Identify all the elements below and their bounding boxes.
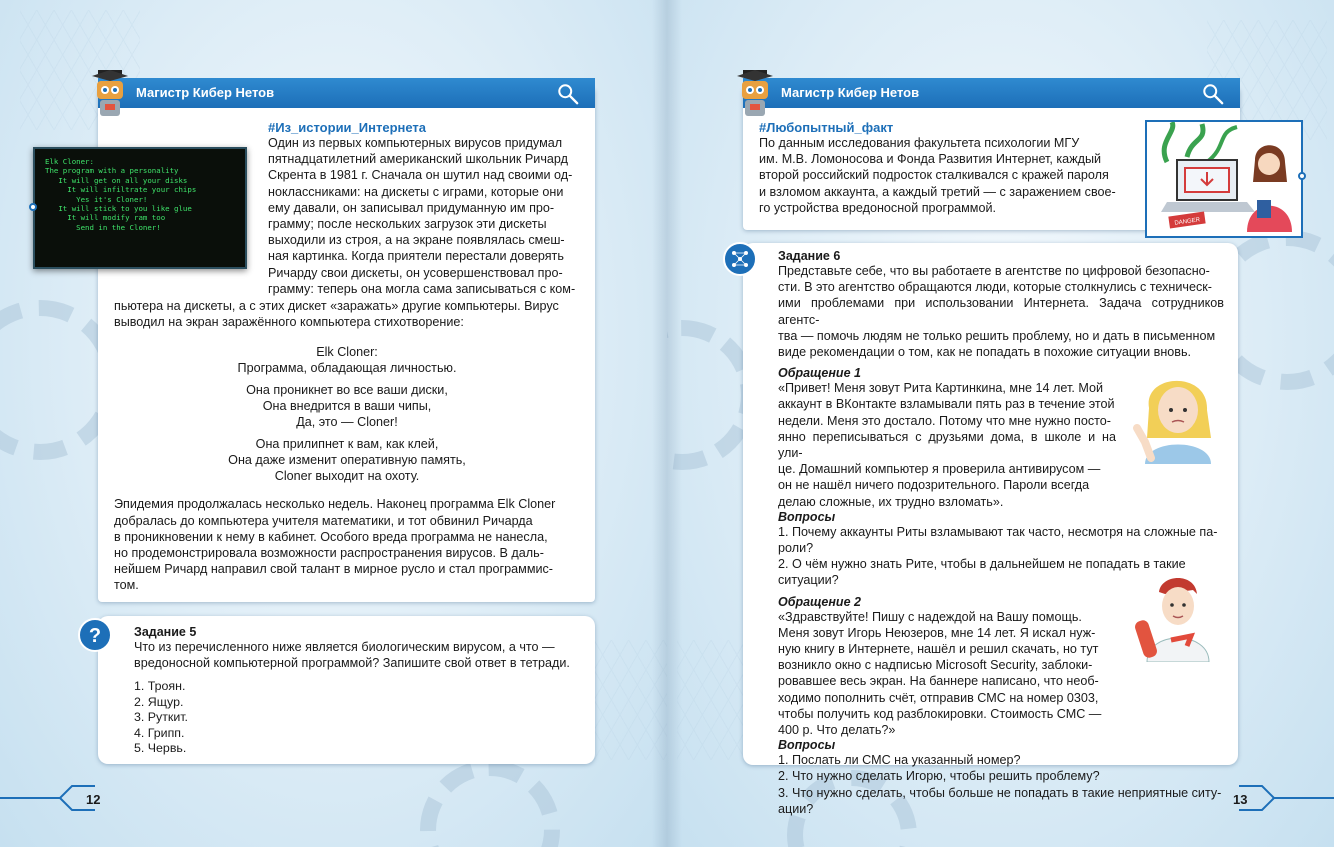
book-spine — [652, 0, 682, 847]
appeal2-questions-title: Вопросы — [778, 738, 836, 753]
right-page — [667, 0, 1334, 847]
list-item: 4. Грипп. — [134, 725, 185, 740]
terminal-line: Elk Cloner: — [45, 157, 94, 166]
list-item: 5. Червь. — [134, 741, 187, 756]
header-bar — [743, 78, 1240, 108]
list-item: 2. Ящур. — [134, 694, 184, 709]
list-item: 3. Руткит. — [134, 710, 188, 725]
fact-text — [759, 120, 1123, 216]
appeal2-title: Обращение 2 — [778, 594, 861, 609]
terminal-line: Yes it's Cloner! — [45, 194, 148, 204]
appeal1-text: «Привет! Меня зовут Рита Картинкина, мне 14 лет. Мой аккаунт в ВКонтакте взламывали пять раз в течение этой недели. Меня это достало. Потому что мне нужно посто- янно переписываться с друзьями дома, в школе и на ули- це. Домашний компьютер я проверила антивирусом — он не нашёл ничего подозрительного. Пароли всегда делаю сложные, их трудно взломать». — [778, 381, 1116, 509]
connector-dot — [1298, 172, 1306, 180]
task6-content — [778, 249, 1224, 817]
task6-title: Задание 6 — [778, 249, 841, 263]
history-para1-wide: пьютера на дискеты, а с этих дискет «заражать» другие компьютеры. Вирус выводил на экран заражённого компьютера стихотворение: — [114, 299, 559, 330]
robot-mascot-icon — [88, 70, 132, 118]
hacked-laptop-icon — [1147, 122, 1301, 236]
gear-decoration — [420, 760, 560, 847]
header-title: Магистр Кибер Нетов — [781, 85, 920, 100]
task5-content — [134, 625, 584, 757]
task5-title: Задание 5 — [134, 625, 197, 639]
history-text-wide — [114, 298, 580, 594]
poem-line: Она даже изменит оперативную память, — [228, 453, 466, 468]
poem-line: Да, это — Cloner! — [296, 415, 398, 430]
circuit-decoration — [0, 778, 120, 818]
girl-illustration — [1131, 368, 1223, 464]
magnifier-icon — [557, 83, 579, 105]
poem-line: Она прилипнет к вам, как клей, — [255, 437, 439, 452]
history-text-narrow — [268, 120, 580, 297]
terminal-line: It will get on all your disks — [45, 175, 188, 185]
terminal-line: It will infiltrate your chips — [45, 185, 197, 195]
header-title: Магистр Кибер Нетов — [136, 85, 275, 100]
header-bar — [98, 78, 595, 108]
boy-illustration — [1131, 570, 1223, 662]
terminal-line: It will modify ram too — [45, 213, 166, 223]
page-number: 13 — [1233, 792, 1248, 807]
task5-question: Что из перечисленного ниже является биологическим вирусом, а что — вредоносной компьютерной программой? Запишите свой ответ в тетради. — [134, 640, 570, 671]
poem-line: Она внедрится в ваши чипы, — [262, 399, 432, 414]
history-tag: #Из_истории_Интернета — [268, 120, 427, 135]
appeal1-questions-title: Вопросы — [778, 509, 836, 524]
appeal1-questions: 1. Почему аккаунты Риты взламывают так часто, несмотря на сложные па- роли? 2. О чём нужно знать Рите, чтобы в дальнейшем не попадать в такие ситуации? — [778, 524, 1218, 588]
terminal-line: The program with a personality — [45, 166, 179, 176]
fact-body: По данным исследования факультета психологии МГУ им. М.В. Ломоносова и Фонда Развития Интернет, каждый второй российский подросток сталкивался с кражей пароля и взломом аккаунта, а каждый третий — с заражением свое- го устройства вредоносной программой. — [759, 136, 1116, 215]
question-mark-icon — [78, 618, 112, 652]
terminal-line: Send in the Cloner! — [45, 222, 161, 232]
history-para2: Эпидемия продолжалась несколько недель. Наконец программа Elk Cloner добралась до компьютера учителя математики, и тот обвинил Ричарда в проникновении к нему в кабинет. Особого вреда программа не нанесла, но продемонстрировала возможности распространения вирусов. В даль- нейшем Ричард направил свой талант в мирное русло и стал программис- том. — [114, 497, 556, 593]
danger-sticker-label: DANGER — [1174, 217, 1201, 227]
fact-illustration — [1145, 120, 1303, 238]
page-number: 12 — [86, 792, 101, 807]
robot-mascot-icon — [733, 70, 777, 118]
poem-line: Elk Cloner: — [316, 345, 378, 360]
task6-intro: Представьте себе, что вы работаете в агентстве по цифровой безопасно- сти. В это агентство обращаются люди, которые столкнулись с техническ- ими проблемами при использовании Интернета. Задача сотрудников агентс- тва — помочь людям не только решить проблему, но и дать в письменном виде рекомендации о том, как не попадать в похожие ситуации вновь. — [778, 264, 1224, 360]
terminal-line: It will stick to you like glue — [45, 204, 192, 214]
poem — [114, 344, 580, 484]
list-item: 1. Троян. — [134, 679, 186, 694]
svg-text:?: ? — [88, 625, 102, 647]
appeal2-text: «Здравствуйте! Пишу с надеждой на Вашу помощь. Меня зовут Игорь Неюзеров, мне 14 лет. Я искал нуж- ную книгу в Интернете, нашёл и решил скачать, но тут возникло окно с надписью Microsoft Security, заблоки- ровавшее весь экран. На баннере написано, что необ- ходимо пополнить счёт, отправив СМС на номер 0303, чтобы получить код разблокировки. Стоимость СМС — 400 р. Что делать?» — [778, 609, 1102, 738]
fact-tag: #Любопытный_факт — [759, 120, 894, 135]
circuit-decoration — [1214, 778, 1334, 818]
appeal1-title: Обращение 1 — [778, 366, 861, 381]
poem-line: Cloner выходит на охоту. — [274, 469, 420, 484]
connector-dot — [29, 203, 37, 211]
appeal2-questions: 1. Послать ли СМС на указанный номер? 2. Что нужно сделать Игорю, чтобы решить проблему? 3. Что нужно сделать, чтобы больше не попадать в такие неприятные ситу- ации? — [778, 753, 1222, 816]
network-icon — [723, 242, 757, 276]
magnifier-icon — [1202, 83, 1224, 105]
history-para1-narrow: Один из первых компьютерных вирусов придумал пятнадцатилетний американский школьник Ричард Скрента в 1981 г. Сначала он шутил над своими од- ноклассниками: на дискеты с играми, которые они ему давали, он записывал придуманную им про- грамму; после нескольких загрузок эти дискеты выходили из строя, а на экране появлялась смеш- ная картинка. Когда приятели перестали доверять Ричарду свои дискеты, он усовершенствовал про- грамму: теперь она могла сама записываться с ком- — [268, 136, 576, 296]
poem-line: Программа, обладающая личностью. — [237, 361, 457, 376]
task5-list — [134, 679, 584, 757]
elk-cloner-screen — [33, 147, 247, 269]
poem-line: Она проникнет во все ваши диски, — [246, 383, 448, 398]
